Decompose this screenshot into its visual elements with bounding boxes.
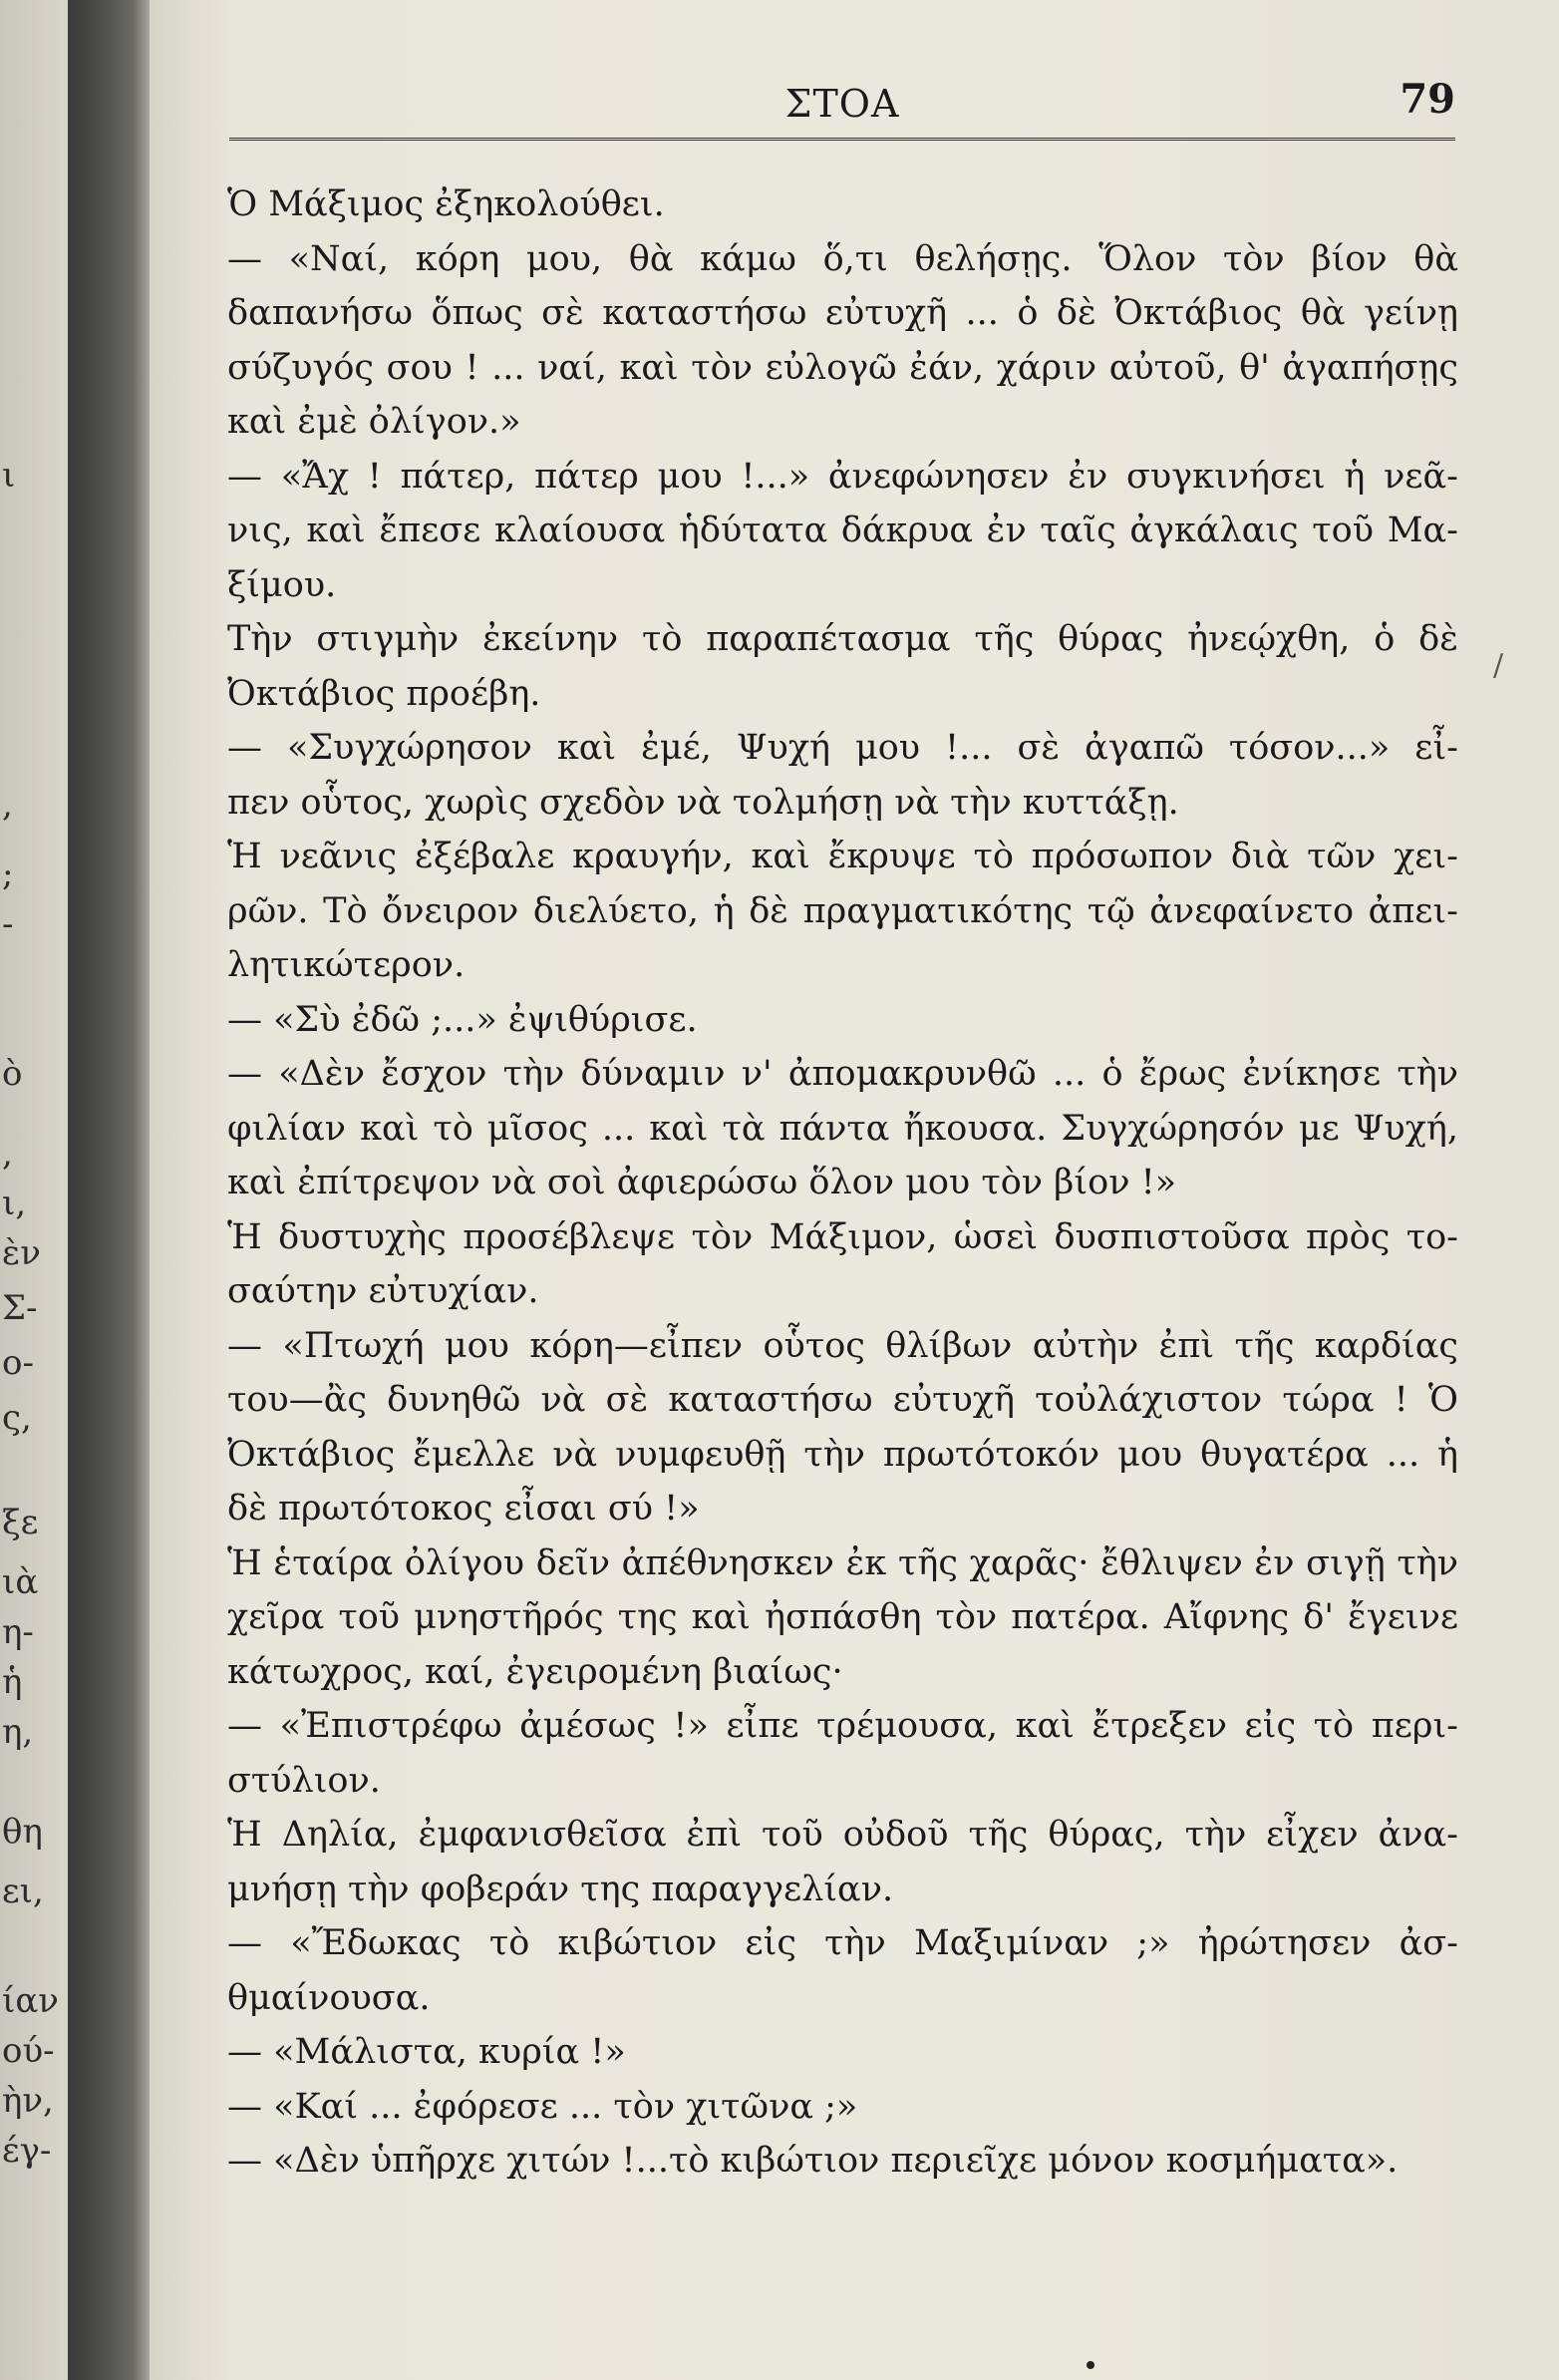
margin-fragment: η- — [2, 1612, 34, 1652]
margin-fragment: ι, — [2, 1184, 27, 1223]
margin-fragment: ὴν, — [2, 2081, 54, 2121]
text-line: στύλιον. — [227, 1760, 381, 1801]
margin-fragment: ίαν — [2, 1981, 59, 2021]
text-line: καὶ ἐπίτρεψον νὰ σοὶ ἀφιερώσω ὅλον μου τὸν βίον !» — [227, 1163, 1177, 1202]
margin-fragment: η, — [2, 1712, 34, 1752]
text-line: Ἡ Δηλία, ἐμφανισθεῖσα ἐπὶ τοῦ οὐδοῦ τῆς θύρας, τὴν εἶχεν ἀνα- — [227, 1815, 1458, 1855]
text-line: καὶ ἐμὲ ὀλίγον.» — [227, 402, 521, 442]
margin-fragment: ὸ — [2, 1054, 23, 1094]
text-line: ξίμου. — [227, 564, 337, 605]
text-line: — «Δὲν ἔσχον τὴν δύναμιν ν' ἀπομακρυνθῶ ... ὁ ἔρως ἐνίκησε τὴν — [227, 1054, 1458, 1094]
text-line: θμαίνουσα. — [227, 1977, 431, 2018]
text-line: Τὴν στιγμὴν ἐκείνην τὸ παραπέτασμα τῆς θύρας ἠνεῴχθη, ὁ δὲ — [227, 619, 1458, 659]
text-line: Ὀκτάβιος ἔμελλε νὰ νυμφευθῇ τὴν πρωτότοκόν μου θυγατέρα ... ἡ — [227, 1434, 1458, 1475]
ink-dot — [1087, 2361, 1094, 2369]
text-line: — «Ἐπιστρέφω ἀμέσως !» εἶπε τρέμουσα, καὶ ἔτρεξεν εἰς τὸ περι- — [227, 1706, 1458, 1746]
margin-fragment: - — [2, 904, 14, 944]
margin-fragment: ιὰ — [2, 1562, 39, 1602]
stray-mark: / — [1493, 648, 1504, 683]
margin-fragment: έγ- — [2, 2131, 52, 2171]
text-line: — «Συγχώρησον καὶ ἐμέ, Ψυχή μου !... σὲ ἀγαπῶ τόσον...» εἶ- — [227, 728, 1458, 768]
text-line: — «Δὲν ὑπῆρχε χιτών !...τὸ κιβώτιον περιεῖχε μόνον κοσμήματα». — [227, 2141, 1399, 2181]
page-body-text — [227, 177, 1458, 2189]
text-line: — «Καί ... ἐφόρεσε ... τὸν χιτῶνα ;» — [227, 2086, 858, 2127]
margin-fragment: , — [2, 785, 13, 825]
book-gutter — [68, 0, 150, 2380]
text-line: — «Ἔδωκας τὸ κιβώτιον εἰς τὴν Μαξιμίναν ;» ἠρώτησεν ἀσ- — [227, 1923, 1458, 1963]
margin-fragment: ει, — [2, 1871, 44, 1911]
text-line: Ἡ νεᾶνις ἐξέβαλε κραυγήν, καὶ ἔκρυψε τὸ πρόσωπον διὰ τῶν χει- — [227, 837, 1458, 876]
running-head-title: ΣΤΟΑ — [784, 82, 900, 126]
text-line: δαπανήσω ὅπως σὲ καταστήσω εὐτυχῆ ... ὁ δὲ Ὀκτάβιος θὰ γείνῃ — [227, 293, 1458, 333]
running-head — [229, 74, 1455, 144]
margin-fragment: ὲν — [2, 1233, 41, 1273]
text-line: σαύτην εὐτυχίαν. — [227, 1271, 539, 1311]
adjacent-page-text-fragments — [0, 0, 60, 2380]
text-line: λητικώτερον. — [227, 945, 466, 985]
text-line: Ἡ ἑταίρα ὀλίγου δεῖν ἀπέθνησκεν ἐκ τῆς χαρᾶς· ἔθλιψεν ἐν σιγῇ τὴν — [227, 1542, 1458, 1583]
margin-fragment: , — [2, 1134, 13, 1174]
margin-fragment: ξε — [2, 1503, 39, 1542]
text-line: Ὁ Μάξιμος ἐξηκολούθει. — [227, 184, 665, 224]
text-line: — «Πτωχή μου κόρη—εἶπεν οὗτος θλίβων αὐτὴν ἐπὶ τῆς καρδίας — [227, 1325, 1458, 1366]
margin-fragment: θη — [2, 1812, 43, 1852]
text-line: κάτωχρος, καί, ἐγειρομένη βιαίως· — [227, 1651, 843, 1692]
text-line: νις, καὶ ἔπεσε κλαίουσα ἡδύτατα δάκρυα ἐν ταῖς ἀγκάλαις τοῦ Μα- — [227, 510, 1458, 550]
header-rule — [229, 138, 1455, 141]
text-line: — «Σὺ ἐδῶ ;...» ἐψιθύρισε. — [227, 999, 698, 1040]
text-line: ρῶν. Τὸ ὄνειρον διελύετο, ἡ δὲ πραγματικότης τῷ ἀνεφαίνετο ἀπει- — [227, 890, 1458, 931]
margin-fragment: Σ- — [2, 1288, 38, 1328]
text-line: σύζυγός σου ! ... ναί, καὶ τὸν εὐλογῶ ἐάν, χάριν αὐτοῦ, θ' ἀγαπήσῃς — [227, 347, 1458, 388]
margin-fragment: ού- — [2, 2031, 55, 2071]
margin-fragment: ἡ — [2, 1662, 23, 1702]
text-line: φιλίαν καὶ τὸ μῖσος ... καὶ τὰ πάντα ἤκουσα. Συγχώρησόν με Ψυχή, — [227, 1108, 1458, 1149]
text-line: — «Ἄχ ! πάτερ, πάτερ μου !...» ἀνεφώνησεν ἐν συγκινήσει ἡ νεᾶ- — [227, 456, 1458, 497]
page-number: 79 — [1400, 76, 1455, 123]
text-line: Ὀκτάβιος προέβη. — [227, 673, 541, 714]
margin-fragment: ς, — [2, 1398, 32, 1438]
margin-fragment: ; — [2, 854, 14, 894]
text-line: Ἡ δυστυχὴς προσέβλεψε τὸν Μάξιμον, ὡσεὶ δυσπιστοῦσα πρὸς το- — [227, 1216, 1458, 1257]
text-line: — «Μάλιστα, κυρία !» — [227, 2032, 626, 2072]
margin-fragment: ο- — [2, 1343, 34, 1383]
margin-fragment: ι — [2, 456, 16, 496]
text-line: — «Ναί, κόρη μου, θὰ κάμω ὅ,τι θελήσῃς. Ὅλον τὸν βίον θὰ — [227, 238, 1458, 279]
text-line: χεῖρα τοῦ μνηστῆρός της καὶ ἠσπάσθη τὸν πατέρα. Αἴφνης δ' ἔγεινε — [227, 1597, 1458, 1637]
text-line: δὲ πρωτότοκος εἶσαι σύ !» — [227, 1489, 700, 1529]
text-line: πεν οὗτος, χωρὶς σχεδὸν νὰ τολμήσῃ νὰ τὴν κυττάξῃ. — [227, 782, 1179, 823]
text-line: μνήσῃ τὴν φοβεράν της παραγγελίαν. — [227, 1869, 894, 1909]
text-line: του—ἂς δυνηθῶ νὰ σὲ καταστήσω εὐτυχῆ τοὐλάχιστον τώρα ! Ὁ — [227, 1380, 1458, 1420]
